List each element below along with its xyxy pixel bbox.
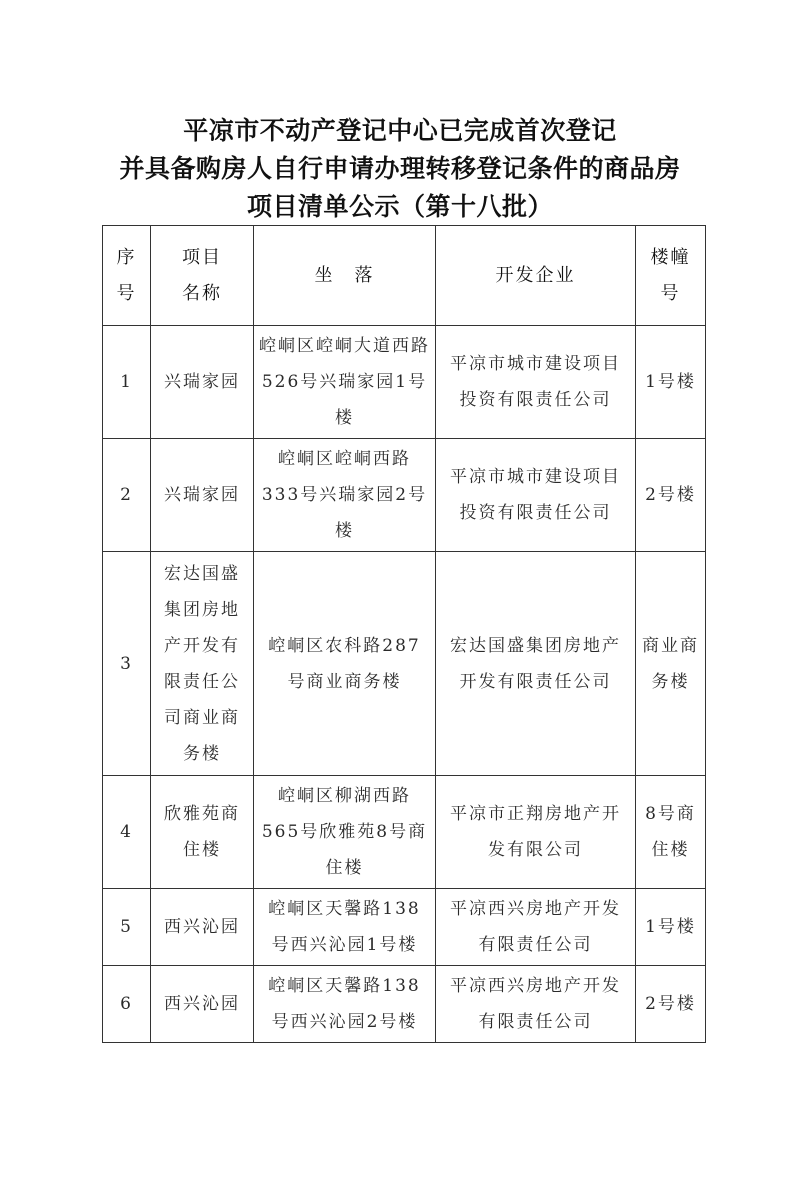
table-row	[103, 776, 706, 889]
row-building-no: 2号楼	[636, 439, 706, 552]
row-developer: 平凉市正翔房地产开发有限公司	[436, 776, 636, 889]
row-project-name: 兴瑞家园	[151, 439, 254, 552]
row-developer: 平凉西兴房地产开发有限责任公司	[436, 889, 636, 966]
table-row	[103, 439, 706, 552]
row-building-no: 商业商务楼	[636, 552, 706, 776]
row-location: 崆峒区农科路287号商业商务楼	[254, 552, 436, 776]
header-building-no: 楼幢 号	[636, 226, 706, 326]
title-line-2: 并具备购房人自行申请办理转移登记条件的商品房	[119, 154, 681, 183]
row-no: 5	[103, 889, 151, 966]
table-row	[103, 326, 706, 439]
row-developer: 平凉市城市建设项目投资有限责任公司	[436, 439, 636, 552]
row-project-name: 兴瑞家园	[151, 326, 254, 439]
row-location: 崆峒区天馨路138号西兴沁园1号楼	[254, 889, 436, 966]
row-location: 崆峒区天馨路138号西兴沁园2号楼	[254, 966, 436, 1043]
row-project-name: 宏达国盛集团房地产开发有限责任公司商业商务楼	[151, 552, 254, 776]
header-location: 坐 落	[254, 226, 436, 326]
row-location: 崆峒区柳湖西路565号欣雅苑8号商住楼	[254, 776, 436, 889]
row-building-no: 2号楼	[636, 966, 706, 1043]
page-title	[0, 112, 800, 226]
row-project-name: 西兴沁园	[151, 889, 254, 966]
header-developer: 开发企业	[436, 226, 636, 326]
row-no: 3	[103, 552, 151, 776]
row-developer: 平凉市城市建设项目投资有限责任公司	[436, 326, 636, 439]
table-row	[103, 889, 706, 966]
row-project-name: 西兴沁园	[151, 966, 254, 1043]
row-building-no: 8号商住楼	[636, 776, 706, 889]
row-developer: 宏达国盛集团房地产开发有限责任公司	[436, 552, 636, 776]
table-row	[103, 552, 706, 776]
row-no: 1	[103, 326, 151, 439]
table-header-row	[103, 226, 706, 326]
row-no: 2	[103, 439, 151, 552]
row-location: 崆峒区崆峒大道西路526号兴瑞家园1号楼	[254, 326, 436, 439]
row-no: 6	[103, 966, 151, 1043]
row-project-name: 欣雅苑商住楼	[151, 776, 254, 889]
property-listing-table	[102, 225, 706, 1043]
row-developer: 平凉西兴房地产开发有限责任公司	[436, 966, 636, 1043]
title-line-1: 平凉市不动产登记中心已完成首次登记	[183, 116, 617, 145]
row-no: 4	[103, 776, 151, 889]
table-row	[103, 966, 706, 1043]
title-line-3: 项目清单公示（第十八批）	[246, 192, 553, 221]
row-building-no: 1号楼	[636, 326, 706, 439]
row-location: 崆峒区崆峒西路333号兴瑞家园2号楼	[254, 439, 436, 552]
row-building-no: 1号楼	[636, 889, 706, 966]
header-no: 序 号	[103, 226, 151, 326]
header-project-name: 项目 名称	[151, 226, 254, 326]
